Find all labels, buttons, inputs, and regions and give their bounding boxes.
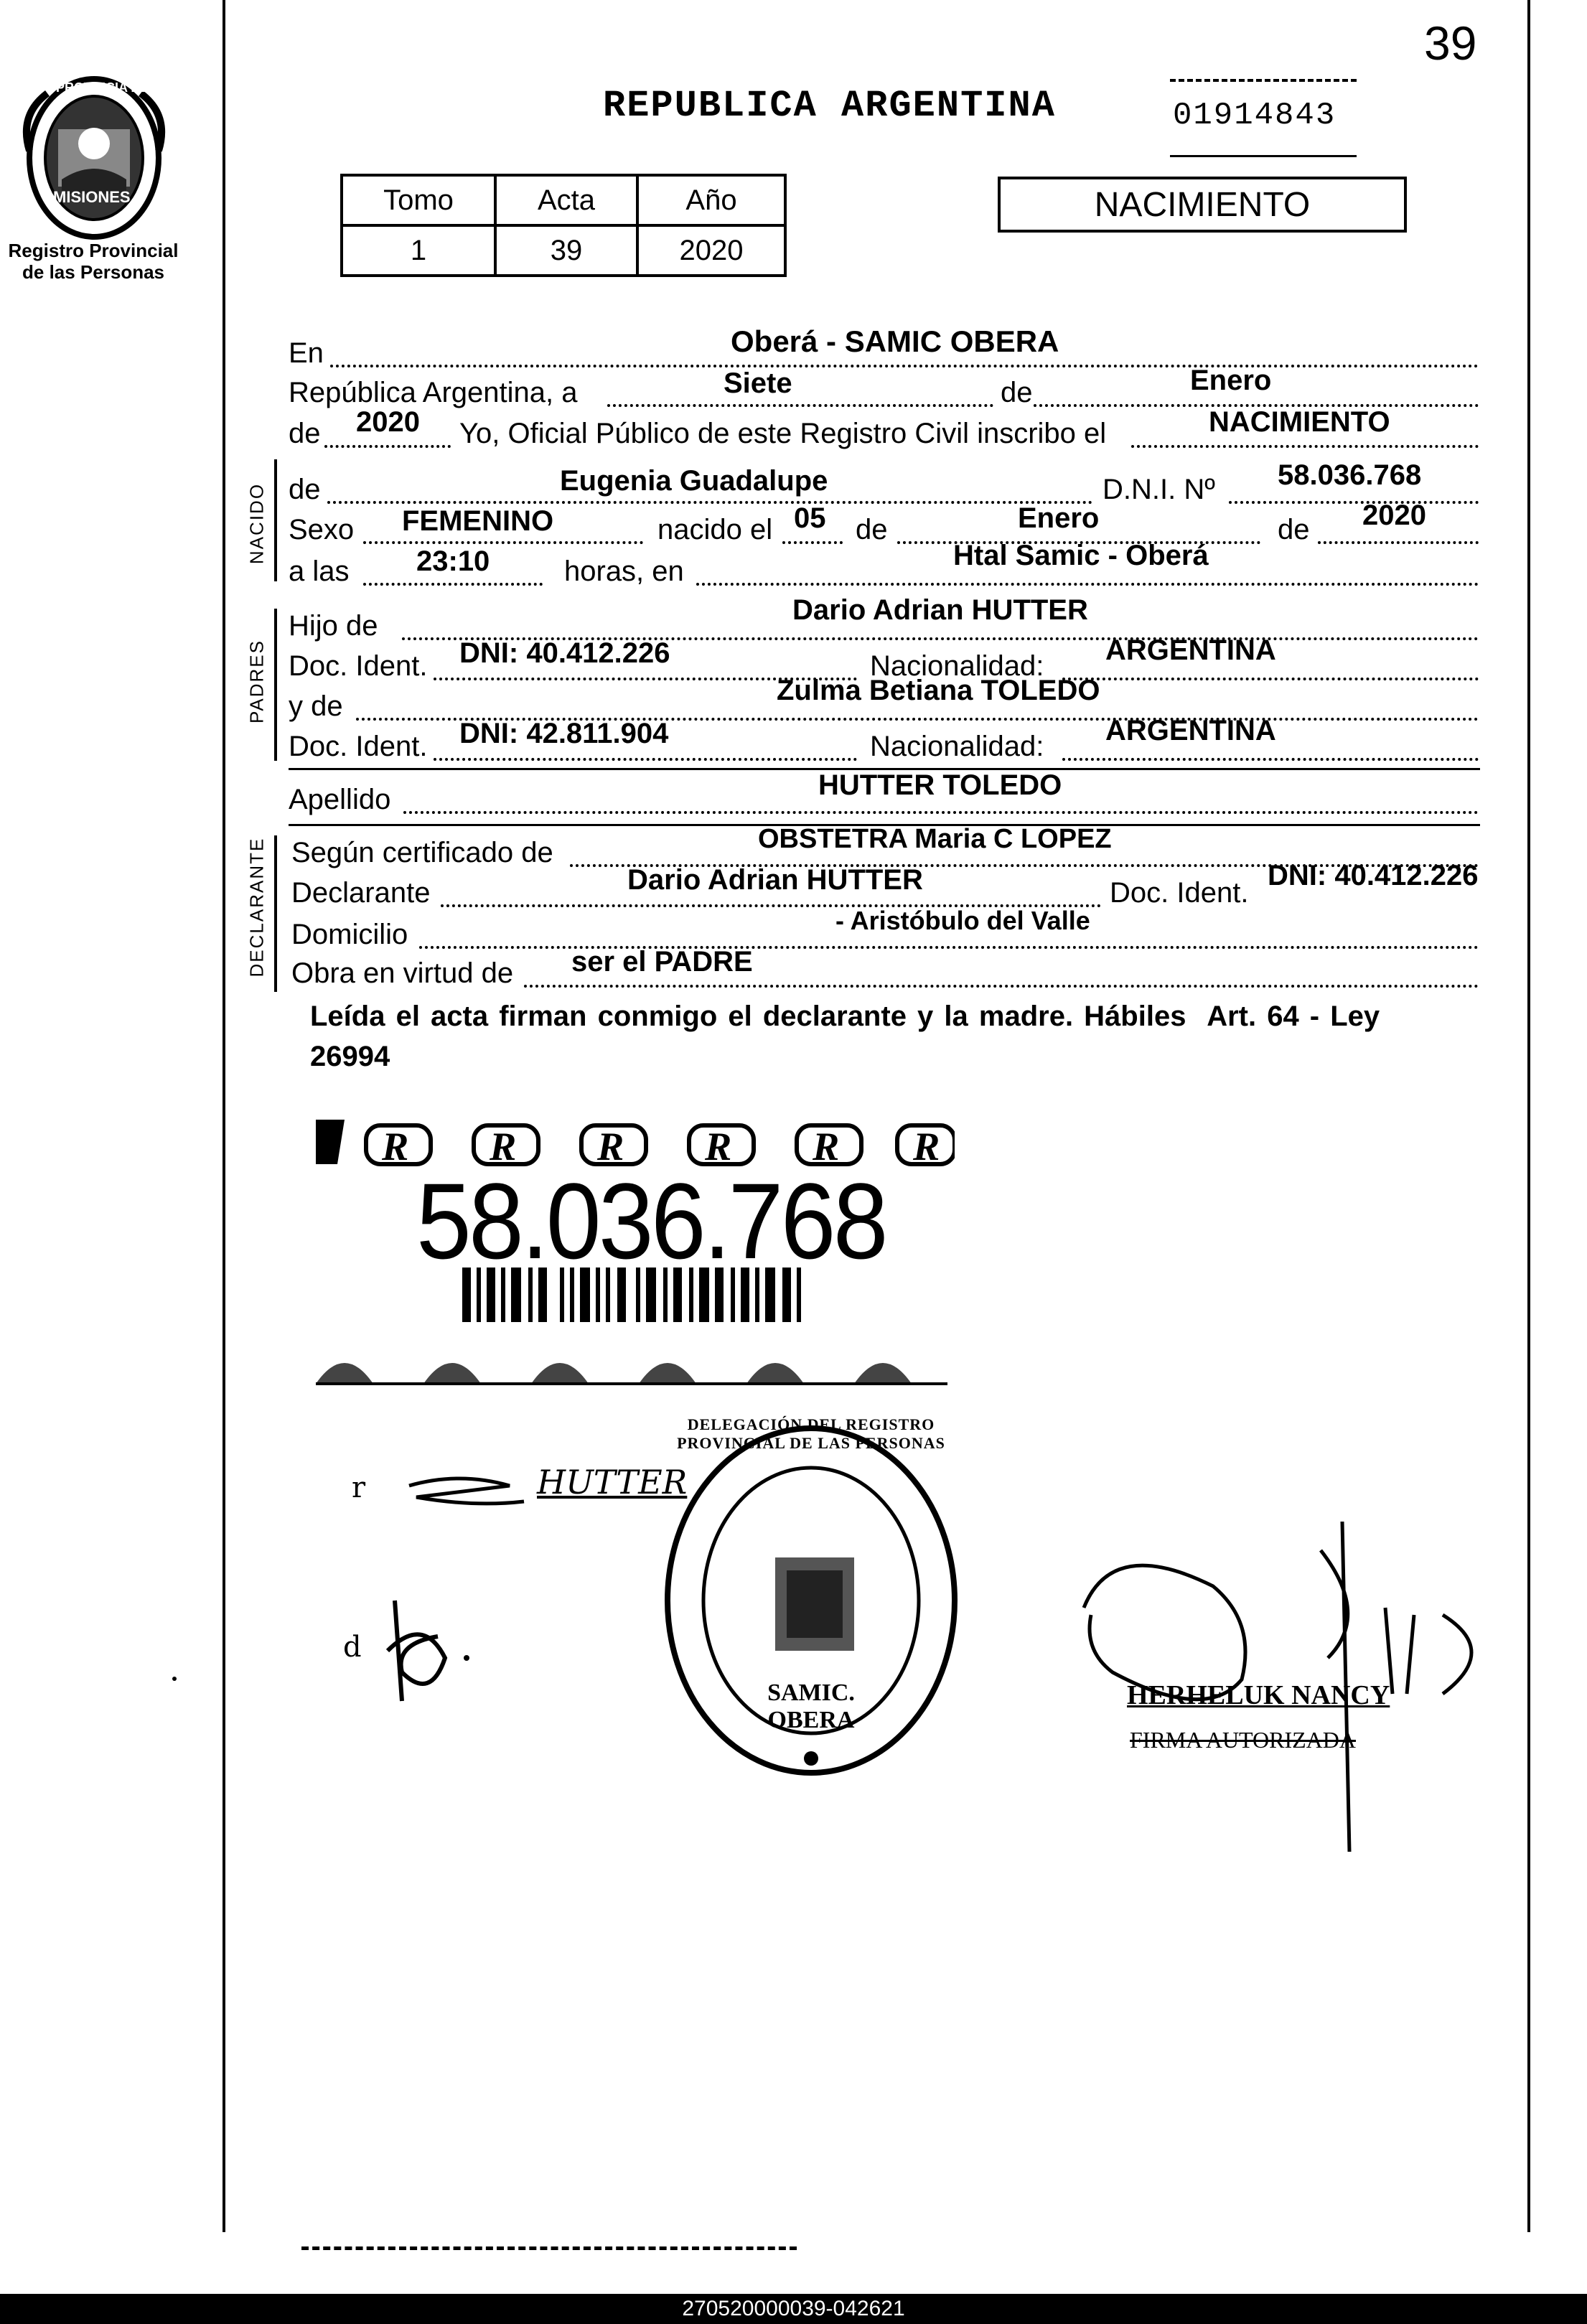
domicilio-label: Domicilio (291, 919, 408, 950)
nacido-el-label: nacido el (657, 514, 773, 545)
registry-name-line1: Registro Provincial (8, 240, 179, 261)
closing-text-1: Leída el acta firman conmigo el declarante y la madre. Hábiles Art. 64 - Ley (310, 1001, 1380, 1032)
mother-signature-mark: d (343, 1631, 362, 1664)
table-value-anio: 2020 (637, 225, 785, 276)
declarante-doc: DNI: 40.412.226 (1268, 860, 1479, 891)
province-logo (19, 72, 169, 244)
document-title: REPUBLICA ARGENTINA (603, 85, 1056, 127)
father-doc: DNI: 40.412.226 (459, 637, 670, 669)
act-day: Siete (724, 367, 792, 399)
declarant-signature-name: HUTTER (537, 1463, 688, 1501)
serial-box (1163, 78, 1364, 164)
father-nacionalidad: ARGENTINA (1105, 634, 1276, 666)
apellido-value: HUTTER TOLEDO (818, 769, 1062, 801)
declarante-doc-label: Doc. Ident. (1110, 877, 1249, 909)
declarante-side-label: DECLARANTE (245, 837, 268, 978)
cert-label: Según certificado de (291, 837, 553, 868)
footer-code: 270520000039-042621 (682, 2297, 905, 2320)
hijo-de-label: Hijo de (289, 610, 378, 642)
svg-text:R: R (913, 1125, 940, 1169)
footer-bar (0, 2294, 1587, 2324)
document-type: NACIMIENTO (1094, 186, 1311, 224)
birth-day: 05 (794, 502, 826, 534)
officer-text: Yo, Oficial Público de este Registro Civil inscribo el (459, 418, 1107, 449)
nacido-de-label: de (289, 474, 321, 505)
mother-nac-label: Nacionalidad: (870, 731, 1044, 762)
left-margin-line (223, 0, 225, 2232)
a-las-label: a las (289, 556, 350, 587)
act-month: Enero (1190, 365, 1272, 396)
act-de-label: de (1001, 377, 1033, 408)
act-place: Oberá - SAMIC OBERA (731, 324, 1059, 358)
declarante-name: Dario Adrian HUTTER (627, 864, 923, 896)
svg-text:R: R (705, 1125, 732, 1169)
domicilio-value: - Aristóbulo del Valle (835, 906, 1090, 935)
birth-de-label: de (856, 514, 888, 545)
table-header-anio: Año (637, 175, 785, 225)
act-de2-label: de (289, 418, 321, 449)
table-header-tomo: Tomo (342, 175, 495, 225)
inscribe-type: NACIMIENTO (1209, 406, 1390, 438)
act-year: 2020 (356, 406, 420, 438)
mother-nacionalidad: ARGENTINA (1105, 715, 1276, 746)
table-value-tomo: 1 (342, 225, 495, 276)
cert-value: OBSTETRA Maria C LOPEZ (758, 824, 1112, 854)
birth-year: 2020 (1362, 500, 1426, 531)
child-dni: 58.036.768 (1278, 459, 1422, 491)
birth-de2-label: de (1278, 514, 1310, 545)
official-signature (1069, 1507, 1515, 1866)
child-name: Eugenia Guadalupe (560, 465, 828, 497)
registry-name-line2: de las Personas (22, 261, 164, 283)
svg-text:R: R (597, 1125, 624, 1169)
birth-month: Enero (1018, 502, 1100, 534)
padres-side-label: PADRES (245, 639, 268, 723)
birth-place: Htal Samic - Oberá (953, 540, 1209, 571)
child-sexo: FEMENINO (402, 505, 554, 537)
logo-text-bottom: MISIONES (53, 188, 131, 206)
sticker-pattern-letter: R (382, 1125, 409, 1169)
y-de-label: y de (289, 690, 343, 722)
table-value-acta: 39 (495, 225, 637, 276)
registry-table (340, 174, 787, 277)
mother-signature (366, 1586, 481, 1715)
document-type-box (998, 177, 1407, 233)
official-name: HERHELUK NANCY (1127, 1680, 1390, 1710)
logo-text-top: PROVINCIA DE (56, 80, 149, 95)
stamp-inner-text: SAMIC. OBERA (767, 1679, 855, 1733)
dni-sticker (316, 1112, 955, 1390)
right-margin-line (1527, 0, 1530, 2232)
en-label: En (289, 337, 324, 369)
declarante-label: Declarante (291, 877, 431, 909)
official-title: FIRMA AUTORIZADA (1130, 1727, 1356, 1753)
horas-label: horas, en (564, 556, 684, 587)
page-number: 39 (1424, 17, 1477, 70)
official-stamp (646, 1407, 976, 1794)
apellido-label: Apellido (289, 784, 391, 815)
father-doc-label: Doc. Ident. (289, 650, 428, 682)
declarant-signature-mark: r (352, 1471, 366, 1504)
mother-doc: DNI: 42.811.904 (459, 718, 669, 749)
father-nac-label: Nacionalidad: (870, 650, 1044, 682)
closing-text-2: 26994 (310, 1041, 390, 1072)
svg-text:R: R (813, 1125, 840, 1169)
table-header-acta: Acta (495, 175, 637, 225)
birth-time: 23:10 (416, 545, 490, 577)
mother-name: Zulma Betiana TOLEDO (777, 675, 1100, 706)
serial-number: 01914843 (1173, 98, 1336, 133)
obra-value: ser el PADRE (571, 946, 753, 978)
sexo-label: Sexo (289, 514, 355, 545)
obra-label: Obra en virtud de (291, 957, 514, 989)
svg-text:R: R (490, 1125, 517, 1169)
sticker-number: 58.036.768 (416, 1161, 886, 1281)
father-name: Dario Adrian HUTTER (792, 594, 1088, 626)
dni-label: D.N.I. Nº (1103, 474, 1215, 505)
stamp-outer-text: DELEGACIÓN DEL REGISTRO PROVINCIAL DE LAS PERSONAS (677, 1415, 945, 1452)
mother-doc-label: Doc. Ident. (289, 731, 428, 762)
republic-label: República Argentina, a (289, 377, 578, 408)
nacido-side-label: NACIDO (245, 482, 268, 565)
sticker-pattern-bottom (316, 1363, 947, 1384)
